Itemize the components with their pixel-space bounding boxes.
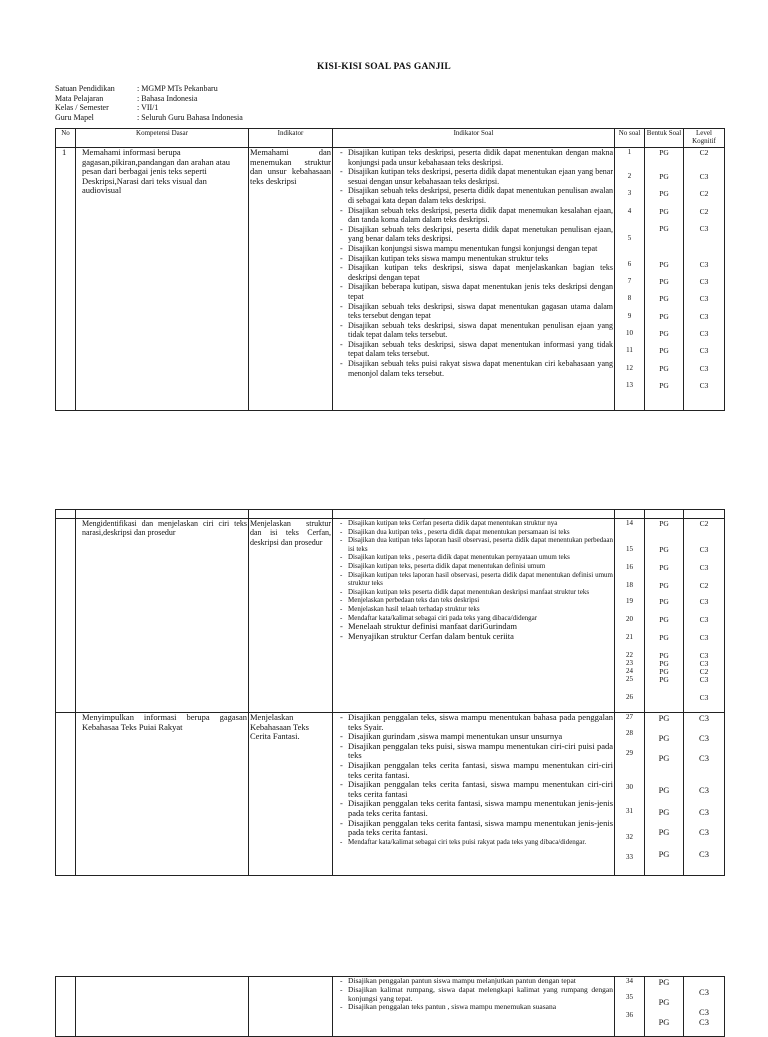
indikator-soal-item: - Disajikan sebuah teks deskripsi, siswa dapat menentukan gagasan utama dalam teks tersebut dengan tepat xyxy=(340,302,613,321)
indikator-soal-item: - Menjelaskan perbedaan teks dan teks deskripsi xyxy=(340,596,613,605)
indikator: Menjelaskan Kebahasaan Teks Cerita Fantasi. xyxy=(249,713,333,876)
no-soal-value: 28 xyxy=(626,729,633,737)
no-soal-value: 22 xyxy=(626,651,633,659)
meta-label: Guru Mapel xyxy=(55,112,94,122)
indikator-soal-item: - Disajikan sebuah teks deskripsi, siswa dapat menentukan penulisan ejaan yang tidak tepat dalam teks tersebut. xyxy=(340,321,613,340)
level-value: C3 xyxy=(699,172,709,181)
indikator-soal-item: - Disajikan beberapa kutipan, siswa dapat menentukan jenis teks deskripsi dengan tepat xyxy=(340,282,613,301)
indikator-soal-cell xyxy=(333,977,615,1037)
meta-row-guru xyxy=(55,113,243,123)
bentuk-soal-value: PG xyxy=(659,659,669,668)
indikator-soal-item: - Disajikan dua kutipan teks , peserta didik dapat menentukan persamaan isi teks xyxy=(340,528,613,537)
kisi-table-part-3 xyxy=(55,976,725,1037)
meta-label: Mata Pelajaran xyxy=(55,93,104,103)
no-soal-value: 1 xyxy=(627,148,632,156)
level-value: C3 xyxy=(699,849,709,859)
bentuk-soal-value: PG xyxy=(659,207,669,216)
col-header-indikator-soal: Indikator Soal xyxy=(333,129,615,148)
no-soal-value: 9 xyxy=(627,312,632,320)
col-header-level: Level Kognitif xyxy=(684,129,725,148)
kompetensi-dasar: Memahami informasi berupa gagasan,pikiran,pandangan dan arahan atau pesan dari berbagai jenis teks seperti Deskripsi,Narasi dari teks visual dan audiovisual xyxy=(76,148,249,411)
kompetensi-dasar: Mengidentifikasi dan menjelaskan ciri ciri teks narasi,deskripsi dan prosedur xyxy=(76,519,249,713)
indikator-soal-item: - Disajikan kutipan teks deskripsi, peserta didik dapat menentukan ejaan yang benar sesuai dengan unsur kebahasaan teks deskripsi. xyxy=(340,167,613,186)
kisi-table-part-1 xyxy=(55,128,725,411)
indikator-soal-list xyxy=(334,713,613,846)
indikator-soal-item: - Disajikan penggalan teks cerita fantasi, siswa mampu menentukan ciri-ciri teks cerita fantasi xyxy=(340,780,613,799)
no-soal-value: 7 xyxy=(627,277,632,285)
bentuk-soal-value: PG xyxy=(659,597,669,606)
indikator-soal-item: - Disajikan sebuah teks deskripsi, peserta didik dapat menetukan penulisan ejaan, yang benar dalam teks deskripsi. xyxy=(340,225,613,244)
col-header-no: No xyxy=(56,129,76,148)
indikator-soal-cell xyxy=(333,713,615,876)
level-value: C3 xyxy=(699,675,709,684)
col-header-no-soal: No soal xyxy=(615,129,645,148)
no-soal-value: 6 xyxy=(627,260,632,268)
level-value: C3 xyxy=(699,713,709,723)
indikator-soal-item: - Disajikan kutipan teks deskripsi, peserta didik dapat menentukan dengan makna konjungsi pada unsur kebahasaan teks deskripsi. xyxy=(340,148,613,167)
level-cell xyxy=(684,713,725,876)
no-soal-value: 25 xyxy=(626,675,633,683)
bentuk-soal-value: PG xyxy=(659,633,669,642)
document-title: KISI-KISI SOAL PAS GANJIL xyxy=(317,62,451,72)
indikator-soal-item: - Disajikan konjungsi siswa mampu menentukan fungsi konjungsi dengan tepat xyxy=(340,244,613,254)
no-soal-value: 27 xyxy=(626,713,633,721)
bentuk-soal-value: PG xyxy=(658,827,670,837)
level-value: C2 xyxy=(699,148,709,157)
bentuk-soal-value: PG xyxy=(659,277,669,286)
level-value: C2 xyxy=(699,189,709,198)
bentuk-soal-value: PG xyxy=(659,189,669,198)
no-soal-cell xyxy=(615,148,645,411)
indikator-soal-item: - Mendaftar kata/kalimat sebagai ciri teks puisi rakyat pada teks yang dibaca/didengar. xyxy=(340,838,613,847)
no-soal-cell xyxy=(615,713,645,876)
indikator-soal-item: - Disajikan penggalan teks pantun , siswa mampu menemukan suasana xyxy=(340,1003,613,1012)
no-soal-value: 13 xyxy=(626,381,633,389)
indikator: Menjelaskan struktur dan isi teks Cerfan, deskripsi dan prosedur xyxy=(249,519,333,713)
meta-value: : Bahasa Indonesia xyxy=(137,93,198,103)
level-value: C3 xyxy=(699,693,709,702)
no-soal-value: 20 xyxy=(626,615,633,623)
kompetensi-dasar: Menyimpulkan informasi berupa gagasan Kebahasaa Teks Puiai Rakyat xyxy=(76,713,249,876)
indikator-soal-item: - Disajikan kutipan teks peserta didik dapat menentukan deskripsi manfaat struktur teks xyxy=(340,588,613,597)
no-soal-value: 4 xyxy=(627,207,632,215)
level-value: C3 xyxy=(699,346,709,355)
empty-cell xyxy=(645,510,684,519)
level-value: C2 xyxy=(699,667,709,676)
bentuk-soal-value: PG xyxy=(658,753,670,763)
bentuk-soal-value: PG xyxy=(659,329,669,338)
no-soal-value: 35 xyxy=(626,993,633,1001)
indikator-soal-item: - Disajikan kalimat rumpang, siswa dapat melengkapi kalimat yang rumpang dengan konjungsi yang tepat. xyxy=(340,986,613,1004)
level-value: C2 xyxy=(699,207,709,216)
meta-row-mapel xyxy=(55,94,243,104)
bentuk-soal-value: PG xyxy=(659,615,669,624)
level-value: C3 xyxy=(699,545,709,554)
level-value: C2 xyxy=(699,519,709,528)
indikator-soal-item: - Disajikan penggalan teks puisi, siswa mampu menentukan ciri-ciri puisi pada teks xyxy=(340,742,613,761)
level-value: C3 xyxy=(699,615,709,624)
bentuk-soal-value: PG xyxy=(658,733,670,743)
level-value: C3 xyxy=(699,827,709,837)
kompetensi-dasar xyxy=(76,977,249,1037)
level-value: C3 xyxy=(699,364,709,373)
level-value: C3 xyxy=(699,294,709,303)
no-soal-value: 14 xyxy=(626,519,633,527)
meta-row-kelas xyxy=(55,103,243,113)
bentuk-soal-value: PG xyxy=(659,581,669,590)
indikator-soal-cell xyxy=(333,148,615,411)
col-header-kd: Kompetensi Dasar xyxy=(76,129,249,148)
level-value: C3 xyxy=(699,753,709,763)
table-row xyxy=(56,148,725,411)
indikator-soal-item: - Disajikan penggalan teks cerita fantasi, siswa mampu menentukan ciri-ciri teks cerita fantasi. xyxy=(340,761,613,780)
no-soal-cell xyxy=(615,519,645,713)
bentuk-soal-value: PG xyxy=(659,381,669,390)
indikator-soal-item: - Menelaah struktur definisi manfaat dariGurindam xyxy=(340,622,613,632)
level-value: C3 xyxy=(699,329,709,338)
level-value: C3 xyxy=(699,785,709,795)
no-soal-value: 16 xyxy=(626,563,633,571)
bentuk-soal-value: PG xyxy=(659,563,669,572)
bentuk-soal-value: PG xyxy=(658,807,670,817)
no-soal-value: 23 xyxy=(626,659,633,667)
no-soal-value: 31 xyxy=(626,807,633,815)
bentuk-soal-cell xyxy=(645,713,684,876)
indikator-soal-item: - Disajikan kutipan teks deskripsi, siswa dapat menjelaskankan bagian teks deskripsi dengan tepat xyxy=(340,263,613,282)
indikator-soal-item: - Disajikan penggalan teks cerita fantasi, siswa mampu menentukan jenis-jenis pada teks cerita fantasi. xyxy=(340,799,613,818)
bentuk-soal-value: PG xyxy=(659,294,669,303)
indikator-soal-item: - Menjelaskan hasil telaah terhadap struktur teks xyxy=(340,605,613,614)
indikator-soal-item: - Disajikan sebuah teks deskripsi, peserta didik dapat menentukan penulisan awalan di sebagai kata depan dalam teks deskripsi. xyxy=(340,186,613,205)
empty-cell xyxy=(684,510,725,519)
bentuk-soal-value: PG xyxy=(659,675,669,684)
bentuk-soal-cell xyxy=(645,977,684,1037)
bentuk-soal-value: PG xyxy=(659,172,669,181)
level-value: C3 xyxy=(699,312,709,321)
no-soal-cell xyxy=(615,977,645,1037)
meta-value: : VII/1 xyxy=(137,103,159,113)
no-soal-value: 8 xyxy=(627,294,632,302)
no-soal-value: 18 xyxy=(626,581,633,589)
indikator-soal-item: - Menyajikan struktur Cerfan dalam bentuk ceriita xyxy=(340,632,613,642)
level-value: C3 xyxy=(699,260,709,269)
indikator-soal-item: - Disajikan sebuah teks deskripsi, peserta didik dapat menemukan kesalahan ejaan, dan tanda koma dalam dalam teks deskripsi. xyxy=(340,206,613,225)
indikator-soal-item: - Disajikan sebuah teks deskripsi, siswa dapat menentukan informasi yang tidak tepat dalam teks tersebut. xyxy=(340,340,613,359)
bentuk-soal-value: PG xyxy=(659,364,669,373)
no-soal-value: 2 xyxy=(627,172,632,180)
indikator-soal-item: - Disajikan penggalan teks cerita fantasi, siswa mampu menentukan jenis-jenis pada teks cerita fantasi. xyxy=(340,819,613,838)
level-cell xyxy=(684,519,725,713)
indikator-soal-item: - Disajikan sebuah teks puisi rakyat siswa dapat menentukan ciri kebahasaan yang menonjol dalam teks tersebut. xyxy=(340,359,613,378)
no-soal-value: 26 xyxy=(626,693,633,701)
table-row xyxy=(56,713,725,876)
level-value: C3 xyxy=(699,651,709,660)
row-number xyxy=(56,977,76,1037)
indikator-soal-item: - Mendaftar kata/kalimat sebagai ciri pada teks yang dibaca/didengar xyxy=(340,614,613,623)
row-number: 1 xyxy=(56,148,76,411)
bentuk-soal-value: PG xyxy=(658,1017,670,1027)
table-spacer-row xyxy=(56,510,725,519)
bentuk-soal-value: PG xyxy=(659,148,669,157)
row-number xyxy=(56,519,76,713)
no-soal-value: 21 xyxy=(626,633,633,641)
indikator: Memahami dan menemukan struktur dan unsur kebahasaan teks deskripsi xyxy=(249,148,333,411)
kisi-table-part-2 xyxy=(55,509,725,876)
no-soal-value: 5 xyxy=(627,234,632,242)
col-header-bentuk-soal: Bentuk Soal xyxy=(645,129,684,148)
no-soal-value: 32 xyxy=(626,833,633,841)
empty-cell xyxy=(249,510,333,519)
indikator-soal-item: - Disajikan dua kutipan teks laporan hasil observasi, peserta didik dapat menentukan perbedaan isi teks xyxy=(340,536,613,553)
indikator-soal-cell xyxy=(333,519,615,713)
no-soal-value: 29 xyxy=(626,749,633,757)
indikator-soal-item: - Disajikan kutipan teks , peserta didik dapat menentukan pernyataan umum teks xyxy=(340,553,613,562)
level-value: C3 xyxy=(699,563,709,572)
table-row xyxy=(56,977,725,1037)
meta-value: : Seluruh Guru Bahasa Indonesia xyxy=(137,112,243,122)
bentuk-soal-value: PG xyxy=(658,785,670,795)
level-value: C3 xyxy=(699,733,709,743)
empty-cell xyxy=(333,510,615,519)
col-header-indikator: Indikator xyxy=(249,129,333,148)
indikator-soal-list xyxy=(334,977,613,1012)
level-value: C3 xyxy=(699,277,709,286)
bentuk-soal-value: PG xyxy=(659,519,669,528)
level-value: C3 xyxy=(699,659,709,668)
no-soal-value: 19 xyxy=(626,597,633,605)
level-value: C3 xyxy=(699,1017,709,1027)
no-soal-value: 3 xyxy=(627,189,632,197)
bentuk-soal-value: PG xyxy=(659,224,669,233)
header-info xyxy=(55,84,243,122)
level-value: C3 xyxy=(699,1007,709,1017)
bentuk-soal-value: PG xyxy=(658,713,670,723)
level-value: C3 xyxy=(699,987,709,997)
empty-cell xyxy=(56,510,76,519)
indikator-soal-item: - Disajikan kutipan teks, peserta didik dapat menentukan definisi umum xyxy=(340,562,613,571)
no-soal-value: 10 xyxy=(626,329,633,337)
empty-cell xyxy=(615,510,645,519)
level-value: C3 xyxy=(699,597,709,606)
level-value: C3 xyxy=(699,633,709,642)
meta-label: Satuan Pendidikan xyxy=(55,84,115,93)
no-soal-value: 11 xyxy=(626,346,633,354)
bentuk-soal-value: PG xyxy=(659,312,669,321)
bentuk-soal-value: PG xyxy=(659,545,669,554)
no-soal-value: 33 xyxy=(626,853,633,861)
no-soal-value: 34 xyxy=(626,977,633,985)
table-row xyxy=(56,519,725,713)
indikator-soal-item: - Disajikan penggalan teks, siswa mampu menentukan bahasa pada penggalan teks Syair. xyxy=(340,713,613,732)
table-header-row xyxy=(56,129,725,148)
meta-value: : MGMP MTs Pekanbaru xyxy=(137,84,218,93)
indikator-soal-item: - Disajikan gurindam ,siswa mampi menentukan unsur unsurnya xyxy=(340,732,613,742)
bentuk-soal-value: PG xyxy=(659,346,669,355)
indikator-soal-item: - Disajikan kutipan teks Cerfan peserta didik dapat menentukan struktur nya xyxy=(340,519,613,528)
bentuk-soal-value: PG xyxy=(659,667,669,676)
no-soal-value: 12 xyxy=(626,364,633,372)
no-soal-value: 24 xyxy=(626,667,633,675)
bentuk-soal-cell xyxy=(645,519,684,713)
bentuk-soal-value: PG xyxy=(659,260,669,269)
indikator xyxy=(249,977,333,1037)
bentuk-soal-value: PG xyxy=(658,849,670,859)
level-cell xyxy=(684,148,725,411)
meta-label: Kelas / Semester xyxy=(55,103,109,113)
bentuk-soal-value: PG xyxy=(659,651,669,660)
no-soal-value: 36 xyxy=(626,1011,633,1019)
no-soal-value: 30 xyxy=(626,783,633,791)
level-value: C3 xyxy=(699,381,709,390)
no-soal-value: 15 xyxy=(626,545,633,553)
bentuk-soal-value: PG xyxy=(658,997,670,1007)
level-cell xyxy=(684,977,725,1037)
indikator-soal-list xyxy=(334,148,613,378)
level-value: C2 xyxy=(699,581,709,590)
indikator-soal-item: - Disajikan kutipan teks siswa mampu menentukan struktur teks xyxy=(340,254,613,264)
level-value: C3 xyxy=(699,224,709,233)
level-value: C3 xyxy=(699,807,709,817)
empty-cell xyxy=(76,510,249,519)
bentuk-soal-cell xyxy=(645,148,684,411)
indikator-soal-item: - Disajikan penggalan pantun siswa mampu melanjutkan pantun dengan tepat xyxy=(340,977,613,986)
meta-row-satuan xyxy=(55,84,243,94)
row-number xyxy=(56,713,76,876)
indikator-soal-item: - Disajikan kutipan teks laporan hasil observasi, peserta didik dapat menentukan definisi umum struktur teks xyxy=(340,571,613,588)
bentuk-soal-value: PG xyxy=(658,977,670,987)
indikator-soal-list xyxy=(334,519,613,641)
